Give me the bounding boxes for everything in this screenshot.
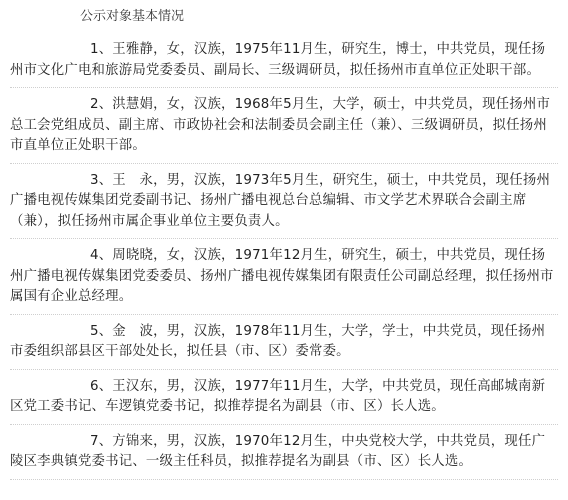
entry-7: 7、方锦来，男，汉族，1970年12月生，中央党校大学，中共党员，现任广陵区李典镇党委书记、一级主任科员，拟推荐提名为副县（市、区）长人选。 bbox=[10, 425, 558, 480]
document-heading: 公示对象基本情况 bbox=[80, 9, 185, 24]
entry-4: 4、周晓晓，女，汉族，1971年12月生，研究生，硕士，中共党员，现任扬州广播电视传媒集团党委委员、扬州广播电视传媒集团有限责任公司副总经理，拟任扬州市属国有企业总经理。 bbox=[10, 239, 558, 315]
entry-1: 1、王雅静，女，汉族，1975年11月生，研究生，博士，中共党员，现任扬州市文化广电和旅游局党委委员、副局长、三级调研员，拟任扬州市直单位正处职干部。 bbox=[10, 38, 558, 88]
entry-5: 5、金 波，男，汉族，1978年11月生，大学，学士，中共党员，现任扬州市委组织部县区干部处处长，拟任县（市、区）委常委。 bbox=[10, 315, 558, 370]
entry-6: 6、王汉东，男，汉族，1977年11月生，大学，中共党员，现任高邮城南新区党工委书记、车逻镇党委书记，拟推荐提名为副县（市、区）长人选。 bbox=[10, 370, 558, 425]
entry-3: 3、王 永，男，汉族，1973年5月生，研究生，硕士，中共党员，现任扬州广播电视传媒集团党委副书记、扬州广播电视总台总编辑、市文学艺术界联合会副主席（兼），拟任扬州市属企事业单位主要负责人。 bbox=[10, 164, 558, 240]
entry-2: 2、洪慧娟，女，汉族，1968年5月生，大学，硕士，中共党员，现任扬州市总工会党组成员、副主席、市政协社会和法制委员会副主任（兼）、三级调研员，拟任扬州市直单位正处职干部。 bbox=[10, 88, 558, 164]
